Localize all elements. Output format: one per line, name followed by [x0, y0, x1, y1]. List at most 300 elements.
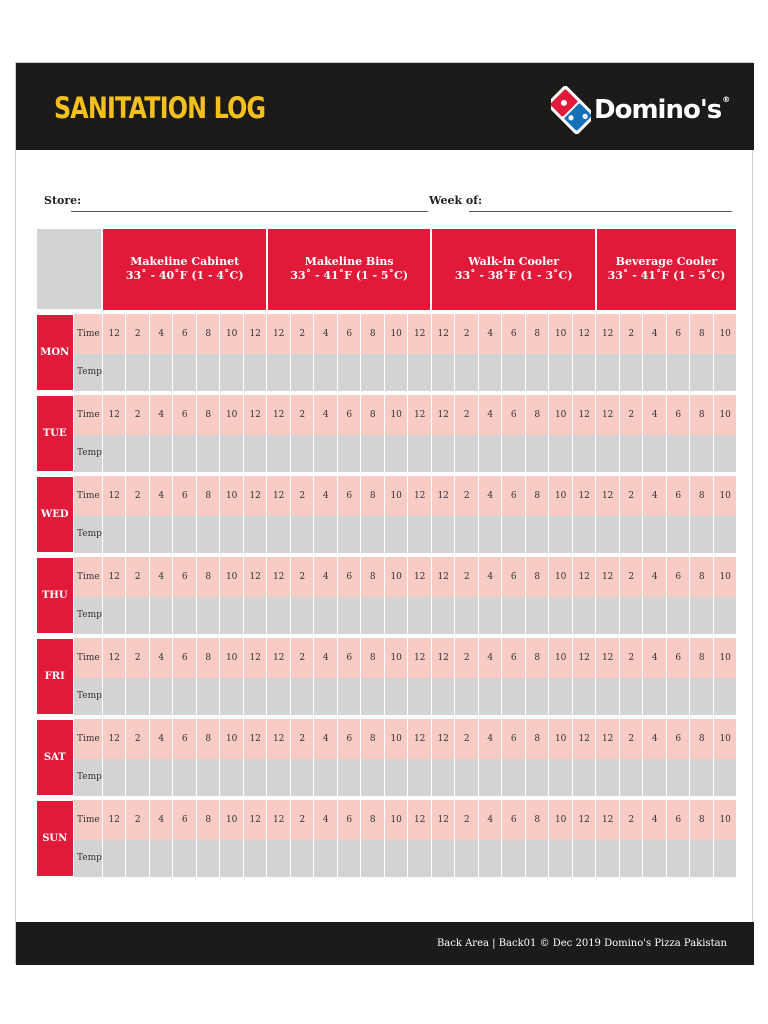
temp-entry-cell[interactable]	[431, 759, 455, 796]
temp-entry-cell[interactable]	[690, 516, 714, 553]
temp-entry-cell[interactable]	[408, 516, 432, 553]
hour-cell: 6	[173, 800, 197, 840]
temp-entry-cell[interactable]	[549, 678, 573, 715]
temp-entry-cell[interactable]	[408, 597, 432, 634]
store-input[interactable]	[71, 211, 428, 212]
temp-entry-cell[interactable]	[572, 759, 596, 796]
hour-cell: 6	[502, 800, 526, 840]
temp-entry-cell[interactable]	[619, 597, 643, 634]
temp-entry-cell[interactable]	[666, 759, 690, 796]
temp-entry-cell[interactable]	[126, 435, 150, 472]
temp-entry-cell[interactable]	[690, 597, 714, 634]
hour-cell: 4	[314, 395, 338, 435]
temp-entry-cell[interactable]	[596, 597, 620, 634]
temp-entry-cell[interactable]	[149, 597, 173, 634]
temp-entry-cell[interactable]	[361, 516, 385, 553]
temp-entry-cell[interactable]	[173, 678, 197, 715]
temp-entry-cell[interactable]	[337, 354, 361, 391]
temp-entry-cell[interactable]	[314, 435, 338, 472]
temp-entry-cell[interactable]	[478, 840, 502, 877]
hour-cell: 2	[619, 800, 643, 840]
temp-entry-cell[interactable]	[525, 678, 549, 715]
temp-entry-cell[interactable]	[384, 840, 408, 877]
temp-entry-cell[interactable]	[525, 435, 549, 472]
temp-entry-cell[interactable]	[549, 435, 573, 472]
hour-cell: 6	[173, 314, 197, 354]
temp-entry-cell[interactable]	[455, 516, 479, 553]
temp-entry-cell[interactable]	[314, 516, 338, 553]
temp-entry-cell[interactable]	[102, 840, 126, 877]
temp-entry-cell[interactable]	[643, 354, 667, 391]
temp-entry-cell[interactable]	[149, 678, 173, 715]
temp-entry-cell[interactable]	[690, 435, 714, 472]
temp-entry-cell[interactable]	[126, 516, 150, 553]
hour-cell: 2	[290, 476, 314, 516]
hour-cell: 8	[690, 800, 714, 840]
hour-cell: 12	[572, 719, 596, 759]
temp-entry-cell[interactable]	[243, 435, 267, 472]
hour-cell: 10	[713, 314, 737, 354]
hour-cell: 8	[525, 557, 549, 597]
temp-entry-cell[interactable]	[384, 759, 408, 796]
temp-entry-cell[interactable]	[666, 840, 690, 877]
hour-cell: 12	[243, 314, 267, 354]
hour-cell: 12	[431, 719, 455, 759]
hour-cell: 12	[102, 476, 126, 516]
temp-entry-cell[interactable]	[666, 516, 690, 553]
temp-entry-cell[interactable]	[243, 516, 267, 553]
temp-entry-cell[interactable]	[126, 678, 150, 715]
brand-text: Domino's	[594, 95, 722, 125]
temp-entry-cell[interactable]	[196, 759, 220, 796]
temp-entry-cell[interactable]	[290, 435, 314, 472]
temp-entry-cell[interactable]	[361, 678, 385, 715]
temp-entry-cell[interactable]	[220, 435, 244, 472]
temp-entry-cell[interactable]	[713, 678, 737, 715]
hour-cell: 12	[408, 557, 432, 597]
temp-entry-cell[interactable]	[408, 678, 432, 715]
temp-label: Temp	[74, 435, 103, 472]
temp-entry-cell[interactable]	[384, 435, 408, 472]
hour-cell: 8	[361, 476, 385, 516]
week-input[interactable]	[469, 211, 732, 212]
section-name: Beverage Cooler	[615, 255, 718, 268]
temp-entry-cell[interactable]	[478, 678, 502, 715]
hour-cell: 4	[149, 476, 173, 516]
temp-entry-cell[interactable]	[666, 435, 690, 472]
temp-entry-cell[interactable]	[525, 354, 549, 391]
temp-entry-cell[interactable]	[690, 759, 714, 796]
temp-entry-cell[interactable]	[337, 516, 361, 553]
temp-entry-cell[interactable]	[173, 759, 197, 796]
hour-cell: 2	[126, 638, 150, 678]
temp-entry-cell[interactable]	[643, 678, 667, 715]
temp-entry-cell[interactable]	[502, 759, 526, 796]
temp-entry-cell[interactable]	[361, 840, 385, 877]
temp-entry-cell[interactable]	[314, 678, 338, 715]
hour-cell: 12	[102, 800, 126, 840]
time-label: Time	[74, 557, 103, 597]
sanitation-log-sheet	[15, 62, 753, 964]
temp-entry-cell[interactable]	[196, 840, 220, 877]
time-label: Time	[74, 800, 103, 840]
temp-entry-cell[interactable]	[290, 840, 314, 877]
hour-cell: 12	[596, 476, 620, 516]
temp-entry-cell[interactable]	[596, 840, 620, 877]
temp-entry-cell[interactable]	[549, 759, 573, 796]
temp-entry-cell[interactable]	[643, 597, 667, 634]
temp-entry-cell[interactable]	[149, 840, 173, 877]
temp-entry-cell[interactable]	[149, 354, 173, 391]
temp-entry-cell[interactable]	[572, 516, 596, 553]
temp-entry-cell[interactable]	[408, 840, 432, 877]
temp-entry-cell[interactable]	[478, 516, 502, 553]
hour-cell: 4	[149, 557, 173, 597]
hour-cell: 12	[596, 395, 620, 435]
hour-cell: 12	[596, 314, 620, 354]
hour-cell: 4	[643, 557, 667, 597]
hour-cell: 8	[525, 800, 549, 840]
hour-cell: 4	[314, 557, 338, 597]
temp-entry-cell[interactable]	[243, 678, 267, 715]
hour-cell: 12	[572, 557, 596, 597]
brand-name	[594, 95, 730, 125]
temp-entry-cell[interactable]	[314, 597, 338, 634]
hour-cell: 10	[549, 557, 573, 597]
hour-cell: 2	[126, 719, 150, 759]
hour-cell: 8	[196, 395, 220, 435]
temp-entry-cell[interactable]	[666, 678, 690, 715]
temp-entry-cell[interactable]	[220, 354, 244, 391]
hour-cell: 10	[549, 719, 573, 759]
temp-entry-cell[interactable]	[337, 678, 361, 715]
domino-tile-icon	[551, 86, 591, 134]
temp-entry-cell[interactable]	[196, 597, 220, 634]
hour-cell: 8	[690, 557, 714, 597]
hour-cell: 12	[431, 476, 455, 516]
temp-entry-cell[interactable]	[455, 435, 479, 472]
temp-entry-cell[interactable]	[666, 354, 690, 391]
temp-entry-cell[interactable]	[478, 354, 502, 391]
temp-entry-cell[interactable]	[549, 516, 573, 553]
temp-entry-cell[interactable]	[337, 435, 361, 472]
hour-cell: 4	[643, 476, 667, 516]
temp-entry-cell[interactable]	[290, 516, 314, 553]
hour-cell: 6	[666, 476, 690, 516]
temp-entry-cell[interactable]	[267, 435, 291, 472]
temp-entry-cell[interactable]	[408, 435, 432, 472]
sanitation-grid	[36, 228, 738, 878]
temp-entry-cell[interactable]	[267, 840, 291, 877]
hour-cell: 10	[384, 395, 408, 435]
hour-cell: 10	[220, 719, 244, 759]
temp-entry-cell[interactable]	[455, 840, 479, 877]
hour-cell: 12	[102, 638, 126, 678]
temp-entry-cell[interactable]	[126, 354, 150, 391]
temp-entry-cell[interactable]	[431, 840, 455, 877]
temp-entry-cell[interactable]	[549, 840, 573, 877]
temp-entry-cell[interactable]	[290, 678, 314, 715]
temp-entry-cell[interactable]	[525, 759, 549, 796]
temp-entry-cell[interactable]	[126, 759, 150, 796]
time-label: Time	[74, 476, 103, 516]
hour-cell: 12	[408, 476, 432, 516]
hour-cell: 2	[290, 395, 314, 435]
temp-entry-cell[interactable]	[361, 759, 385, 796]
temp-entry-cell[interactable]	[173, 516, 197, 553]
temp-entry-cell[interactable]	[502, 354, 526, 391]
temp-entry-cell[interactable]	[549, 354, 573, 391]
temp-entry-cell[interactable]	[549, 597, 573, 634]
hour-cell: 12	[267, 638, 291, 678]
hour-cell: 4	[149, 638, 173, 678]
temp-entry-cell[interactable]	[690, 840, 714, 877]
temp-entry-cell[interactable]	[596, 435, 620, 472]
hour-cell: 12	[408, 719, 432, 759]
temp-entry-cell[interactable]	[267, 354, 291, 391]
temp-entry-cell[interactable]	[596, 354, 620, 391]
footer-bar	[16, 922, 754, 965]
hour-cell: 12	[243, 719, 267, 759]
temp-entry-cell[interactable]	[431, 435, 455, 472]
week-label: Week of:	[429, 194, 483, 207]
temp-entry-cell[interactable]	[619, 435, 643, 472]
temp-entry-cell[interactable]	[713, 840, 737, 877]
temp-entry-cell[interactable]	[361, 354, 385, 391]
temp-entry-cell[interactable]	[220, 516, 244, 553]
temp-entry-cell[interactable]	[713, 597, 737, 634]
temp-entry-cell[interactable]	[502, 840, 526, 877]
hour-cell: 12	[408, 314, 432, 354]
hour-cell: 6	[502, 314, 526, 354]
temp-entry-cell[interactable]	[243, 840, 267, 877]
hour-cell: 10	[220, 557, 244, 597]
temp-entry-cell[interactable]	[572, 597, 596, 634]
hour-cell: 6	[337, 395, 361, 435]
temp-entry-cell[interactable]	[572, 840, 596, 877]
temp-entry-cell[interactable]	[102, 678, 126, 715]
temp-entry-cell[interactable]	[690, 354, 714, 391]
temp-entry-cell[interactable]	[502, 597, 526, 634]
temp-entry-cell[interactable]	[643, 840, 667, 877]
temp-entry-cell[interactable]	[337, 597, 361, 634]
temp-entry-cell[interactable]	[666, 597, 690, 634]
temp-entry-cell[interactable]	[384, 354, 408, 391]
hour-cell: 2	[455, 314, 479, 354]
temp-entry-cell[interactable]	[220, 678, 244, 715]
temp-entry-cell[interactable]	[525, 597, 549, 634]
temp-entry-cell[interactable]	[267, 597, 291, 634]
temp-entry-cell[interactable]	[337, 759, 361, 796]
temp-entry-cell[interactable]	[267, 759, 291, 796]
temp-entry-cell[interactable]	[102, 759, 126, 796]
temp-entry-cell[interactable]	[596, 516, 620, 553]
temp-entry-cell[interactable]	[478, 597, 502, 634]
hour-cell: 2	[290, 800, 314, 840]
temp-entry-cell[interactable]	[713, 354, 737, 391]
temp-entry-cell[interactable]	[173, 840, 197, 877]
temp-entry-cell[interactable]	[619, 516, 643, 553]
temp-entry-cell[interactable]	[431, 597, 455, 634]
temp-entry-cell[interactable]	[643, 759, 667, 796]
hour-cell: 8	[196, 800, 220, 840]
temp-entry-cell[interactable]	[384, 678, 408, 715]
temp-entry-cell[interactable]	[478, 759, 502, 796]
temp-entry-cell[interactable]	[455, 678, 479, 715]
temp-entry-cell[interactable]	[619, 840, 643, 877]
temp-entry-cell[interactable]	[572, 435, 596, 472]
temp-entry-cell[interactable]	[596, 678, 620, 715]
temp-entry-cell[interactable]	[643, 516, 667, 553]
temp-entry-cell[interactable]	[314, 759, 338, 796]
temp-entry-cell[interactable]	[102, 597, 126, 634]
hour-cell: 12	[431, 800, 455, 840]
temp-entry-cell[interactable]	[149, 759, 173, 796]
temp-entry-cell[interactable]	[243, 597, 267, 634]
hour-cell: 2	[455, 395, 479, 435]
temp-entry-cell[interactable]	[243, 354, 267, 391]
temp-entry-cell[interactable]	[384, 516, 408, 553]
temp-entry-cell[interactable]	[525, 516, 549, 553]
temp-entry-cell[interactable]	[619, 759, 643, 796]
temp-entry-cell[interactable]	[690, 678, 714, 715]
hour-cell: 10	[713, 557, 737, 597]
temp-entry-cell[interactable]	[102, 435, 126, 472]
hour-cell: 6	[666, 395, 690, 435]
temp-entry-cell[interactable]	[431, 354, 455, 391]
temp-entry-cell[interactable]	[196, 516, 220, 553]
hour-cell: 10	[220, 476, 244, 516]
hour-cell: 10	[713, 800, 737, 840]
temp-entry-cell[interactable]	[431, 678, 455, 715]
hour-cell: 6	[173, 557, 197, 597]
hour-cell: 4	[314, 314, 338, 354]
temp-entry-cell[interactable]	[713, 759, 737, 796]
time-label: Time	[74, 314, 103, 354]
temp-entry-cell[interactable]	[502, 435, 526, 472]
temp-entry-cell[interactable]	[408, 354, 432, 391]
hour-cell: 10	[384, 314, 408, 354]
section-name: Makeline Cabinet	[130, 255, 240, 268]
temp-entry-cell[interactable]	[149, 435, 173, 472]
temp-entry-cell[interactable]	[220, 759, 244, 796]
temp-entry-cell[interactable]	[361, 435, 385, 472]
temp-entry-cell[interactable]	[619, 678, 643, 715]
hour-cell: 12	[596, 800, 620, 840]
hour-cell: 12	[572, 800, 596, 840]
temp-entry-cell[interactable]	[713, 516, 737, 553]
temp-entry-cell[interactable]	[220, 840, 244, 877]
temp-entry-cell[interactable]	[102, 516, 126, 553]
hour-cell: 12	[596, 719, 620, 759]
temp-entry-cell[interactable]	[173, 597, 197, 634]
hour-cell: 2	[126, 395, 150, 435]
hour-cell: 12	[408, 395, 432, 435]
section-range: 33˚ - 38˚F (1 - 3˚C)	[454, 269, 573, 282]
temp-entry-cell[interactable]	[290, 597, 314, 634]
hour-cell: 4	[478, 800, 502, 840]
hour-cell: 10	[713, 638, 737, 678]
day-label: THU	[37, 557, 74, 634]
temp-entry-cell[interactable]	[337, 840, 361, 877]
temp-entry-cell[interactable]	[478, 435, 502, 472]
temp-entry-cell[interactable]	[713, 435, 737, 472]
hour-cell: 8	[525, 476, 549, 516]
hour-cell: 2	[290, 557, 314, 597]
temp-entry-cell[interactable]	[408, 759, 432, 796]
temp-entry-cell[interactable]	[502, 678, 526, 715]
temp-entry-cell[interactable]	[502, 516, 526, 553]
temp-entry-cell[interactable]	[384, 597, 408, 634]
temp-entry-cell[interactable]	[643, 435, 667, 472]
temp-row	[37, 759, 737, 796]
temp-entry-cell[interactable]	[314, 354, 338, 391]
temp-entry-cell[interactable]	[196, 435, 220, 472]
hour-cell: 4	[478, 719, 502, 759]
hour-cell: 8	[690, 476, 714, 516]
hour-cell: 2	[455, 638, 479, 678]
temp-entry-cell[interactable]	[314, 840, 338, 877]
hour-cell: 12	[243, 800, 267, 840]
temp-entry-cell[interactable]	[361, 597, 385, 634]
temp-entry-cell[interactable]	[619, 354, 643, 391]
section-range: 33˚ - 41˚F (1 - 5˚C)	[607, 269, 726, 282]
hour-cell: 6	[173, 638, 197, 678]
temp-entry-cell[interactable]	[525, 840, 549, 877]
hour-cell: 12	[267, 557, 291, 597]
temp-entry-cell[interactable]	[455, 759, 479, 796]
hour-cell: 2	[455, 476, 479, 516]
temp-entry-cell[interactable]	[290, 759, 314, 796]
hour-cell: 12	[431, 395, 455, 435]
temp-entry-cell[interactable]	[102, 354, 126, 391]
hour-cell: 4	[478, 557, 502, 597]
hour-cell: 12	[267, 395, 291, 435]
temp-entry-cell[interactable]	[431, 516, 455, 553]
temp-row	[37, 435, 737, 472]
hour-cell: 12	[431, 638, 455, 678]
temp-entry-cell[interactable]	[243, 759, 267, 796]
temp-entry-cell[interactable]	[126, 840, 150, 877]
temp-entry-cell[interactable]	[173, 354, 197, 391]
hour-cell: 12	[243, 395, 267, 435]
hour-cell: 8	[525, 395, 549, 435]
temp-entry-cell[interactable]	[267, 678, 291, 715]
temp-entry-cell[interactable]	[196, 678, 220, 715]
hour-cell: 12	[596, 638, 620, 678]
header-bar	[16, 63, 754, 150]
temp-entry-cell[interactable]	[220, 597, 244, 634]
temp-entry-cell[interactable]	[126, 597, 150, 634]
temp-entry-cell[interactable]	[149, 516, 173, 553]
temp-entry-cell[interactable]	[455, 597, 479, 634]
hour-cell: 8	[361, 800, 385, 840]
hour-cell: 12	[572, 395, 596, 435]
hour-cell: 2	[290, 719, 314, 759]
time-row	[37, 395, 737, 435]
hour-cell: 12	[572, 314, 596, 354]
temp-entry-cell[interactable]	[290, 354, 314, 391]
temp-entry-cell[interactable]	[196, 354, 220, 391]
temp-entry-cell[interactable]	[173, 435, 197, 472]
temp-entry-cell[interactable]	[572, 678, 596, 715]
temp-label: Temp	[74, 516, 103, 553]
temp-entry-cell[interactable]	[267, 516, 291, 553]
temp-entry-cell[interactable]	[455, 354, 479, 391]
temp-entry-cell[interactable]	[572, 354, 596, 391]
hour-cell: 6	[173, 476, 197, 516]
temp-entry-cell[interactable]	[596, 759, 620, 796]
